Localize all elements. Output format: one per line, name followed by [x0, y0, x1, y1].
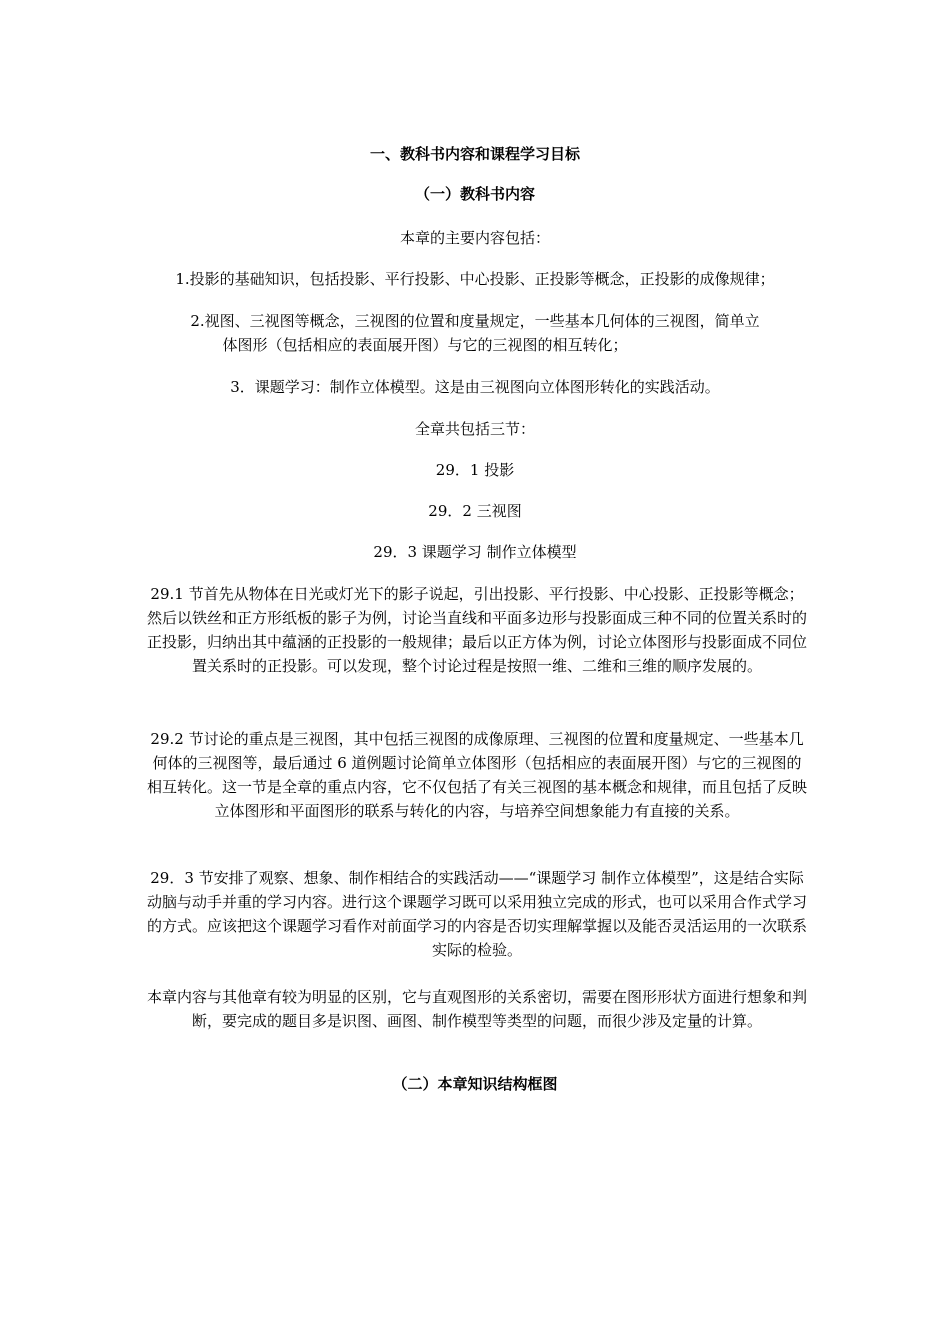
- section-1-title: 29．1 投影: [435, 461, 515, 479]
- paragraph-section-3: 29．3 节安排了观察、想象、制作相结合的实践活动——“课题学习 制作立体模型”，这是结合实际动脑与动手并重的学习内容。进行这个课题学习既可以采用独立完成的形式，也可以采用合作式学习的方式。应该把这个课题学习看作对前面学习的内容是否切实理解掌握以及能否灵活运用的一次联系实际的检验。: [146, 869, 807, 959]
- section-2-title: 29．2 三视图: [428, 502, 522, 520]
- intro-text: 本章的主要内容包括：: [399, 229, 550, 247]
- section-3-title: 29．3 课题学习 制作立体模型: [373, 543, 577, 561]
- content-item-2-line-2: 体图形（包括相应的表面展开图）与它的三视图的相互转化；: [222, 336, 628, 354]
- heading-main: 一、教科书内容和课程学习目标: [369, 145, 580, 163]
- heading-knowledge-structure: （二）本章知识结构框图: [392, 1075, 558, 1093]
- paragraph-chapter-summary: 本章内容与其他章有较为明显的区别，它与直观图形的关系密切，需要在图形形状方面进行想象和判断，要完成的题目多是识图、画图、制作模型等类型的问题，而很少涉及定量的计算。: [146, 988, 807, 1030]
- sections-intro: 全章共包括三节：: [414, 420, 535, 438]
- content-item-2-line-1: 2.视图、三视图等概念，三视图的位置和度量规定，一些基本几何体的三视图，简单立: [190, 312, 760, 330]
- content-item-1: 1.投影的基础知识，包括投影、平行投影、中心投影、正投影等概念，正投影的成像规律；: [175, 270, 775, 288]
- paragraph-section-1: 29.1 节首先从物体在日光或灯光下的影子说起，引出投影、平行投影、中心投影、正投影等概念；然后以铁丝和正方形纸板的影子为例，讨论当直线和平面多边形与投影面成三种不同的位置关系时的正投影，归纳出其中蕴涵的正投影的一般规律；最后以正方体为例，讨论立体图形与投影面成不同位置关系时的正投影。可以发现，整个讨论过程是按照一维、二维和三维的顺序发展的。: [146, 585, 807, 675]
- heading-textbook-content: （一）教科书内容: [414, 185, 535, 203]
- content-item-3: 3．课题学习：制作立体模型。这是由三视图向立体图形转化的实践活动。: [230, 378, 720, 396]
- paragraph-section-2: 29.2 节讨论的重点是三视图，其中包括三视图的成像原理、三视图的位置和度量规定、一些基本几何体的三视图等，最后通过 6 道例题讨论简单立体图形（包括相应的表面展开图）与它的三视图的相互转化。这一节是全章的重点内容，它不仅包括了有关三视图的基本概念和规律，而且包括了反映立体图形和平面图形的联系与转化的内容，与培养空间想象能力有直接的关系。: [146, 730, 807, 820]
